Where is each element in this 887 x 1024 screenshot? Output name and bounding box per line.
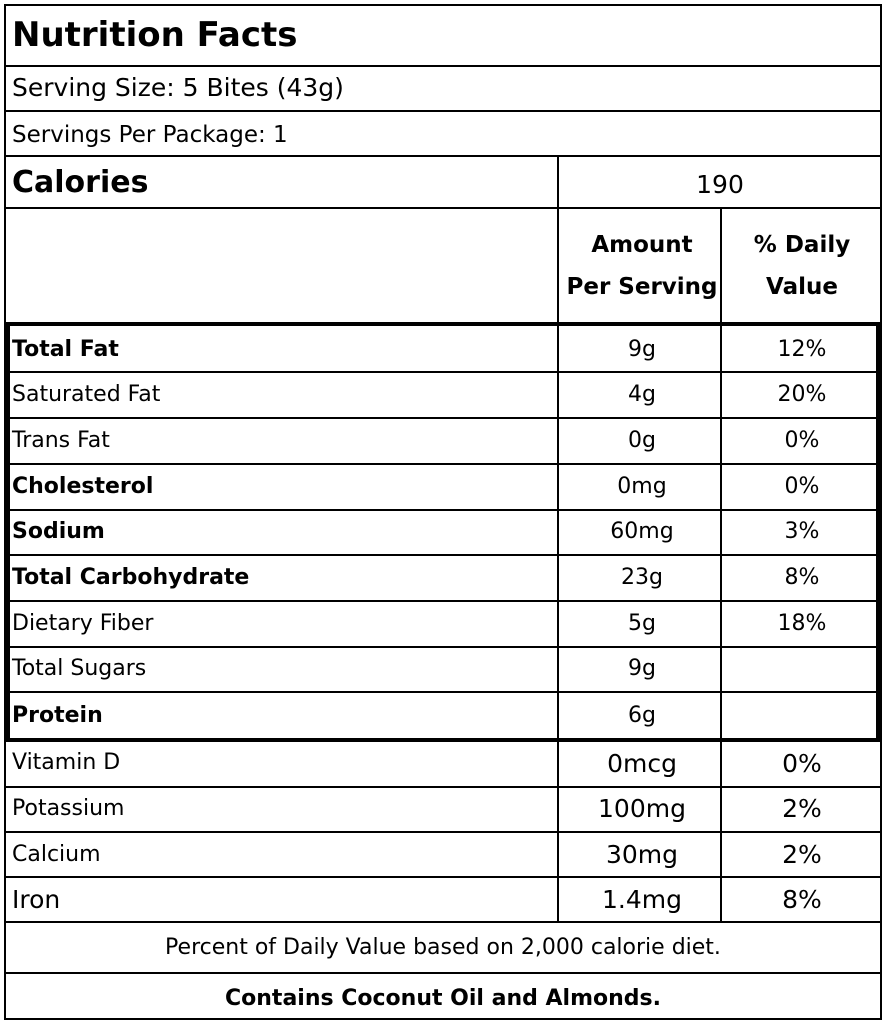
dv-header-line1: % Daily — [753, 232, 851, 258]
vitamin-dv: 8% — [782, 885, 822, 914]
nutrient-amount: 5g — [628, 611, 656, 636]
nutrient-dv: 8% — [784, 565, 820, 590]
dv-header-line2: Value — [766, 274, 838, 300]
nutrient-amount: 6g — [628, 703, 656, 728]
nutrient-label: Total Sugars — [12, 656, 147, 681]
nutrition-facts-label — [4, 4, 882, 1020]
nutrient-dv: 0% — [784, 428, 820, 453]
nutrient-amount: 0mg — [617, 474, 667, 499]
nutrient-dv: 0% — [784, 474, 820, 499]
nutrient-label: Protein — [12, 703, 103, 728]
nutrient-dv: 12% — [777, 337, 827, 362]
vitamin-amount: 0mcg — [607, 749, 677, 778]
nutrient-label: Trans Fat — [12, 428, 110, 453]
nutrient-dv: 20% — [777, 382, 827, 407]
vitamin-label: Potassium — [12, 796, 125, 821]
daily-value-note: Percent of Daily Value based on 2,000 calorie diet. — [165, 935, 721, 960]
vitamin-label: Iron — [12, 885, 61, 914]
vitamin-amount: 100mg — [598, 794, 686, 823]
nutrient-amount: 9g — [628, 656, 656, 681]
nutrient-label: Total Fat — [12, 337, 119, 362]
label-title: Nutrition Facts — [12, 15, 298, 55]
serving-size: Serving Size: 5 Bites (43g) — [12, 73, 344, 102]
vitamin-dv: 2% — [782, 794, 822, 823]
vitamin-amount: 1.4mg — [602, 885, 682, 914]
nutrient-label: Sodium — [12, 519, 105, 544]
nutrient-amount: 0g — [628, 428, 656, 453]
nutrient-amount: 23g — [621, 565, 663, 590]
calories-value: 190 — [696, 170, 744, 199]
vitamin-label: Calcium — [12, 842, 101, 867]
nutrient-label: Saturated Fat — [12, 382, 161, 407]
amount-header-line1: Amount — [591, 232, 693, 258]
nutrient-amount: 60mg — [610, 519, 674, 544]
calories-label: Calories — [12, 165, 149, 200]
servings-per-package: Servings Per Package: 1 — [12, 122, 288, 148]
nutrient-label: Cholesterol — [12, 474, 154, 499]
nutrient-dv: 3% — [784, 519, 820, 544]
nutrient-label: Dietary Fiber — [12, 611, 154, 636]
nutrient-label: Total Carbohydrate — [12, 565, 250, 590]
nutrient-amount: 4g — [628, 382, 656, 407]
nutrient-amount: 9g — [628, 337, 656, 362]
vitamin-amount: 30mg — [605, 840, 679, 869]
vitamin-dv: 0% — [782, 749, 822, 778]
nutrient-dv: 18% — [777, 611, 827, 636]
allergen-statement: Contains Coconut Oil and Almonds. — [225, 986, 661, 1011]
vitamin-label: Vitamin D — [12, 750, 121, 775]
amount-header-line2: Per Serving — [566, 274, 718, 300]
vitamin-dv: 2% — [782, 840, 822, 869]
